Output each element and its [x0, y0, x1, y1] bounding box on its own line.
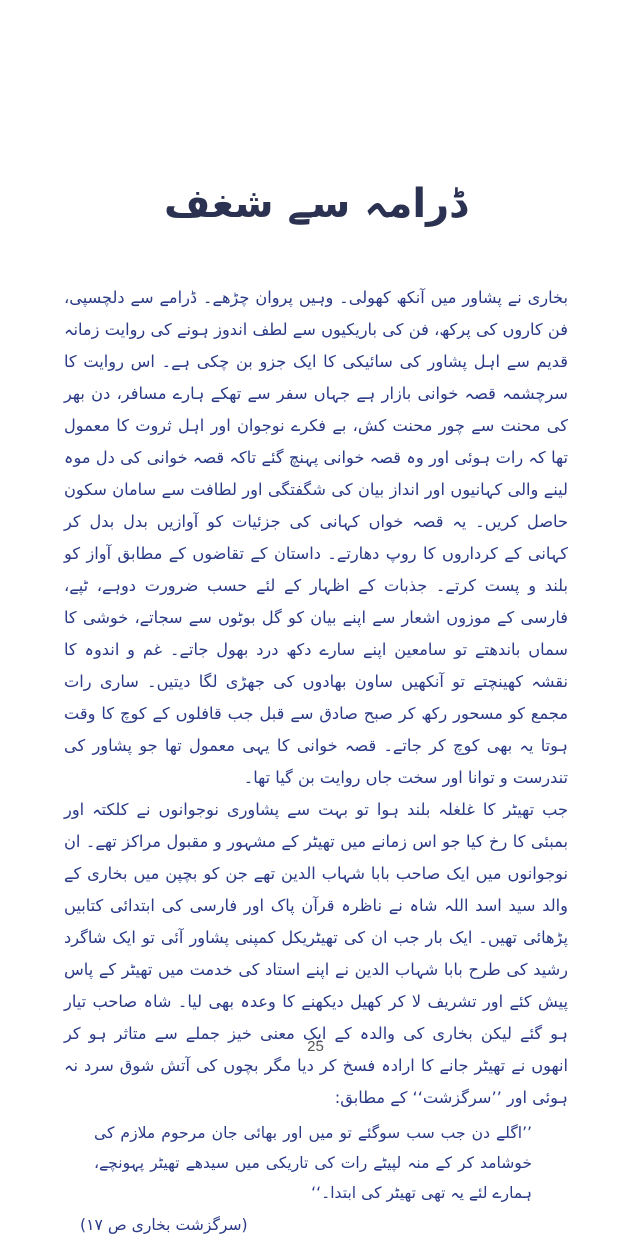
paragraph-1: بخاری نے پشاور میں آنکھ کھولی۔ وہیں پروان چڑھے۔ ڈرامے سے دلچسپی، فن کاروں کی پرکھ، فن کی باریکیوں سے لطف اندوز ہونے کی روایت زمانہ قدیم سے اہل پشاور کی سائیکی کا ایک جزو بن چکی ہے۔ اس روایت کا سرچشمہ قصہ خوانی بازار ہے جہاں سفر سے تھکے ہارے مسافر، دن بھر کی محنت سے چور محنت کش، بے فکرے نوجوان اور اہل ثروت کا معمول تھا کہ رات ہوئی اور وہ قصہ خوانی پہنچ گئے تاکہ قصہ خوانی کی دل موہ لینے والی کہانیوں اور انداز بیان کی شگفتگی اور لطافت سے سامان سکون حاصل کریں۔ یہ قصہ خواں کہانی کی جزئیات کو آوازیں بدل بدل کر کہانی کے کرداروں کا روپ دھارتے۔ داستان کے تقاضوں کے مطابق آواز کو بلند و پست کرتے۔ جذبات کے اظہار کے لئے حسب ضرورت دوہے، ٹپے، فارسی کے موزوں اشعار سے اپنے بیان کو گل بوٹوں سے سجاتے، خوشی کا سماں باندھتے تو سامعین اپنے سارے دکھ درد بھول جاتے۔ غم و اندوہ کا نقشہ کھینچتے تو آنکھیں ساون بھادوں کی جھڑی لگا دیتیں۔ ساری رات مجمع کو مسحور رکھ کر صبح صادق سے قبل جب قافلوں کے کوچ کا وقت ہوتا یہ بھی کوچ کر جاتے۔ قصہ خوانی کا یہی معمول تھا جو پشاور کی تندرست و توانا اور سخت جاں روایت بن گیا تھا۔ [64, 288, 568, 787]
chapter-title: ڈرامہ سے شغف [164, 181, 467, 227]
page-body [64, 282, 568, 1240]
quote-citation: (سرگزشت بخاری ص ۱۷) [80, 1216, 248, 1234]
page-number: 25 [307, 1038, 324, 1055]
block-quote: ’’اگلے دن جب سب سوگئے تو میں اور بھائی جان مرحوم ملازم کی خوشامد کر کے منہ لپیٹے رات کی تاریکی میں سیدھے تھیٹر پہونچے، ہمارے لئے یہ تھی تھیٹر کی ابتدا۔‘‘ [94, 1124, 532, 1202]
paragraph-2: جب تھیٹر کا غلغلہ بلند ہوا تو بہت سے پشاوری نوجوانوں نے کلکتہ اور بمبئی کا رخ کیا جو اس زمانے میں تھیٹر کے مشہور و مقبول مراکز تھے۔ ان نوجوانوں میں ایک صاحب بابا شہاب الدین تھے جن کو بچپن میں بخاری کے والد سید اسد اللہ شاہ نے ناظرہ قرآن پاک اور فارسی کی ابتدائی کتابیں پڑھائی تھیں۔ ایک بار جب ان کی تھیٹریکل کمپنی پشاور آئی تو ایک شاگرد رشید کی طرح بابا شہاب الدین نے اپنے استاد کی خدمت میں تھیٹر کے پاس پیش کئے اور تشریف لا کر کھیل دیکھنے کا وعدہ بھی لیا۔ شاہ صاحب تیار ہو گئے لیکن بخاری کی والدہ کے ایک معنی خیز جملے سے متاثر ہو کر انھوں نے تھیٹر جانے کا ارادہ فسخ کر دیا مگر بچوں کی آتش شوق سرد نہ ہوئی اور ’’سرگزشت‘‘ کے مطابق: [64, 800, 568, 1107]
